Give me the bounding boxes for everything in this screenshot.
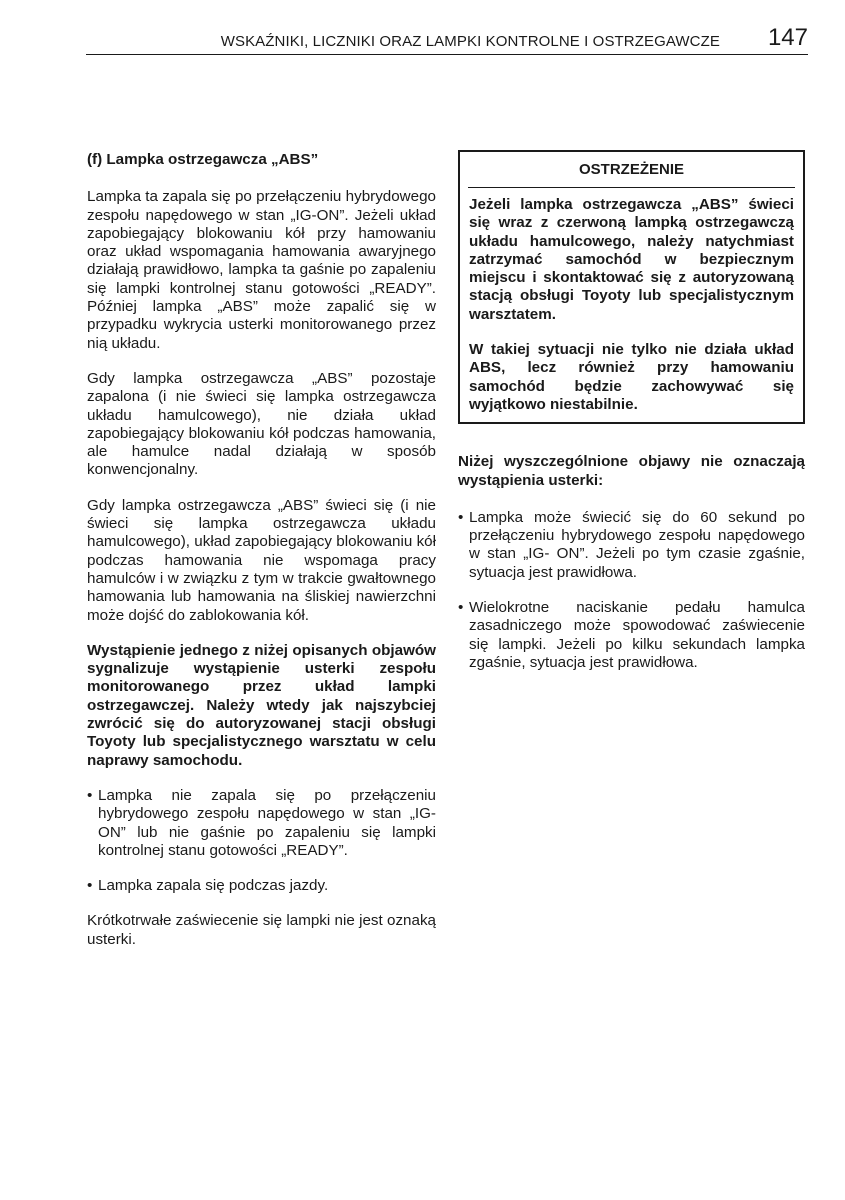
section-heading: (f) Lampka ostrzegawcza „ABS”	[87, 151, 319, 168]
warning-box	[458, 150, 805, 424]
paragraph-abs-lit: Gdy lampka ostrzegawcza „ABS” świeci się (i nie świeci się lampka ostrzegawcza układu hamulcowego), układ zapobiegający blokowaniu kół podczas hamowania nie wspomaga pracy hamulców i w związku z tym w trakcie gwałtownego hamowania lub hamowania na śliskiej nawierzchni może dojść do zablokowania kół.	[87, 496, 436, 624]
page-header	[86, 22, 808, 55]
list-item-text: Lampka może świecić się do 60 sekund po przełączeniu hybrydowego zespołu napędowego w stan „IG- ON”. Jeżeli po tym czasie zgaśnie, sytuacja jest prawidłowa.	[469, 508, 805, 581]
list-item	[87, 877, 436, 895]
list-item	[458, 599, 805, 672]
header-title: WSKAŹNIKI, LICZNIKI ORAZ LAMPKI KONTROLNE I OSTRZEGAWCZE	[220, 33, 720, 50]
non-fault-heading: Niżej wyszczególnione objawy nie oznaczają wystąpienia usterki:	[458, 453, 805, 489]
page-number: 147	[767, 24, 808, 51]
fault-symptoms-paragraph: Wystąpienie jednego z niżej opisanych objawów sygnalizuje wystąpienie usterki zespołu monitorowanego przez układ lampki ostrzegawczej. Należy wtedy jak najszybciej zwrócić się do autoryzowanej stacji obsługi Toyoty lub specjalistycznego warsztatu w celu naprawy samochodu.	[87, 641, 436, 769]
bullet-icon: •	[87, 786, 93, 804]
list-item-text: Lampka nie zapala się po przełączeniu hybrydowego zespołu napędowego w stan „IG- ON” lub nie gaśnie po zapaleniu się lampki kontrolnej stanu gotowości „READY”.	[98, 786, 436, 859]
bullet-icon: •	[458, 599, 464, 617]
list-item	[87, 787, 436, 860]
list-item	[458, 509, 805, 582]
paragraph-intro: Lampka ta zapala się po przełączeniu hybrydowego zespołu napędowego w stan „IG-ON”. Jeżeli układ zapobiegający blokowaniu kół przy hamowaniu oraz układ wspomagania hamowania awaryjnego działają prawidłowo, lampka ta gaśnie po zapaleniu się lampki kontrolnej stanu gotowości „READY”. Później lampka „ABS” może zapalić się w przypadku wykrycia usterki monitorowanego przez nią układu.	[87, 188, 436, 352]
warning-paragraph: W takiej sytuacji nie tylko nie działa układ ABS, lecz również przy hamowaniu samochód będzie zachowywać się wyjątkowo niestabilnie.	[469, 341, 794, 413]
left-column	[87, 151, 436, 966]
bullet-icon: •	[458, 508, 464, 526]
warning-paragraph: Jeżeli lampka ostrzegawcza „ABS” świeci się wraz z czerwoną lampką ostrzegawczą układu hamulcowego, należy natychmiast zatrzymać samochód w bezpiecznym miejscu i skontaktować się z autoryzowaną stacją obsługi Toyoty lub specjalistycznym warsztatem.	[469, 196, 794, 323]
closing-paragraph: Krótkotrwałe zaświecenie się lampki nie jest oznaką usterki.	[87, 912, 436, 948]
right-column	[458, 150, 805, 689]
list-item-text: Wielokrotne naciskanie pedału hamulca zasadniczego może spowodować zaświecenie się lampki. Jeżeli po kilku sekundach lampka zgaśnie, sytuacja jest prawidłowa.	[469, 599, 805, 671]
paragraph-abs-on: Gdy lampka ostrzegawcza „ABS” pozostaje zapalona (i nie świeci się lampka ostrzegawcza układu hamulcowego), nie działa układ zapobiegający blokowaniu kół podczas hamowania, ale hamulce nadal działają w sposób konwencjonalny.	[87, 369, 436, 479]
bullet-icon: •	[87, 877, 93, 895]
warning-title: OSTRZEŻENIE	[468, 152, 795, 188]
list-item-text: Lampka zapala się podczas jazdy.	[98, 877, 329, 895]
